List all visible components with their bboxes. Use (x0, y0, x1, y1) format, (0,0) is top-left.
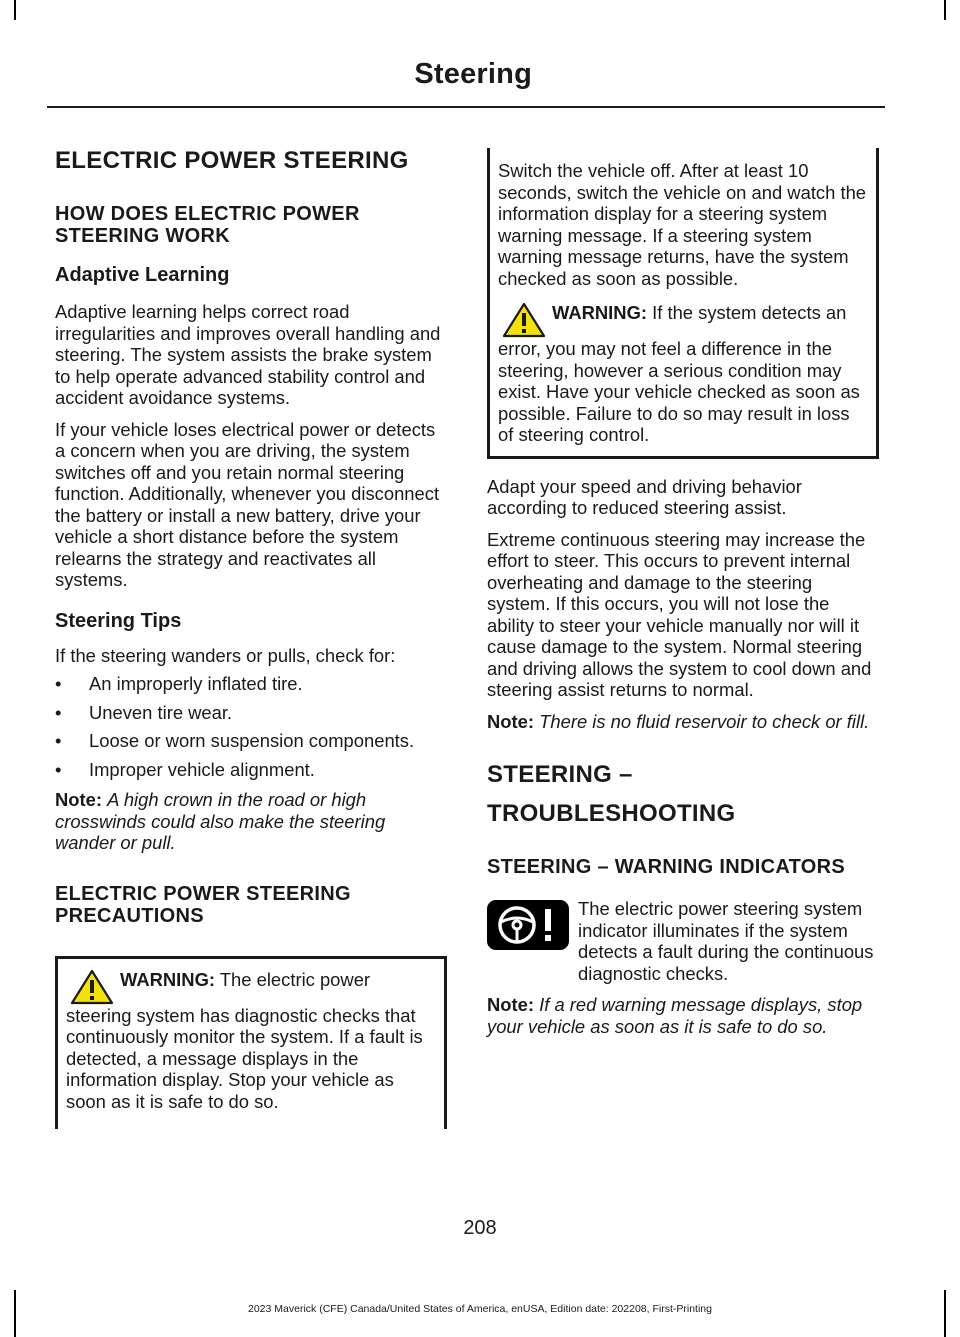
note-label: Note: (55, 789, 102, 810)
warning-text: The electric power steering system has diagnostic checks that continuously monitor the system. If a fault is detected, a message displays in the information display. Stop your vehicle as soon as it is safe to do so. (66, 968, 423, 1112)
paragraph: Adaptive learning helps correct road irregularities and improves overall handling and steering. The system assists the brake system to help operate advanced stability control and accident avoidance systems. (55, 301, 441, 408)
bullet-list (55, 673, 447, 780)
list-item-text: Uneven tire wear. (89, 701, 233, 723)
bullet: • (55, 673, 62, 694)
paragraph: Switch the vehicle off. After at least 10 seconds, switch the vehicle on and watch the information display for a steering system warning message. If a steering system warning message returns, have the system checked as soon as possible. (498, 160, 867, 289)
warning-paragraph (498, 302, 867, 446)
subsection-heading: HOW DOES ELECTRIC POWER STEERING WORK (55, 203, 360, 247)
paragraph: If the steering wanders or pulls, check for: (55, 644, 396, 666)
left-column (55, 146, 447, 1129)
warning-triangle-icon (70, 969, 114, 1005)
note (487, 994, 879, 1037)
topic-heading: Adaptive Learning (55, 264, 230, 286)
note-text: If a red warning message displays, stop your vehicle as soon as it is safe to do so. (487, 994, 863, 1037)
warning-paragraph (66, 969, 435, 1113)
section-heading: ELECTRIC POWER STEERING (55, 147, 409, 174)
paragraph: Extreme continuous steering may increase the effort to steer. This occurs to prevent internal overheating and damage to the steering system. If this occurs, you will not lose the ability to steer your vehicle manually nor will it cause damage to the system. Normal steering and driving allows the system to cool down and steering assist returns to normal. (487, 528, 872, 700)
warning-box-continued (487, 148, 879, 459)
bullet: • (55, 758, 62, 780)
list-item (55, 702, 447, 724)
header-rule (47, 106, 885, 108)
list-item-text: Loose or worn suspension components. (89, 730, 415, 751)
page-number: 208 (463, 1217, 497, 1239)
subsection-heading: ELECTRIC POWER STEERING PRECAUTIONS (55, 882, 351, 927)
note-text: A high crown in the road or high crosswinds could also make the steering wander or pull. (55, 789, 386, 853)
crop-mark (14, 0, 16, 20)
section-heading-line: TROUBLESHOOTING (487, 800, 736, 827)
warning-text: If the system detects an error, you may not feel a difference in the steering, however a serious condition may exist. Have your vehicle checked as soon as possible. Failure to do so may result in loss of steering control. (498, 302, 860, 445)
warning-label: WARNING: (552, 302, 648, 323)
crop-mark (944, 0, 946, 20)
bullet: • (55, 730, 62, 751)
warning-box (55, 956, 447, 1129)
section-heading-line: STEERING – (487, 761, 633, 788)
list-item (55, 759, 447, 781)
warning-triangle-icon (502, 302, 546, 338)
paragraph: If your vehicle loses electrical power or detects a concern when you are driving, the system switches off and you retain normal steering function. Additionally, whenever you disconnect the battery or install a new battery, drive your vehicle a short distance before the system relearns the strategy and reactivates all systems. (55, 418, 440, 590)
warning-label: WARNING: (120, 968, 216, 990)
list-item-text: An improperly inflated tire. (89, 673, 303, 694)
note-label: Note: (487, 710, 534, 732)
note-text: There is no fluid reservoir to check or fill. (539, 710, 870, 732)
indicator-description (487, 898, 879, 984)
topic-heading: Steering Tips (55, 609, 182, 632)
list-item (55, 730, 447, 752)
note (55, 789, 447, 854)
paragraph: Adapt your speed and driving behavior according to reduced steering assist. (487, 475, 802, 518)
note-label: Note: (487, 994, 534, 1015)
note (487, 711, 879, 733)
subsection-heading: STEERING – WARNING INDICATORS (487, 856, 845, 878)
page-header-title: Steering (414, 58, 532, 90)
steering-warning-indicator-icon (487, 900, 569, 950)
bullet: • (55, 701, 62, 723)
list-item-text: Improper vehicle alignment. (89, 758, 315, 780)
indicator-text: The electric power steering system indicator illuminates if the system detects a fault during the continuous diagnostic checks. (578, 898, 874, 984)
list-item (55, 673, 447, 695)
footer-edition: 2023 Maverick (CFE) Canada/United States of America, enUSA, Edition date: 202208, First-Printing (248, 1303, 712, 1315)
right-column (487, 148, 879, 1037)
